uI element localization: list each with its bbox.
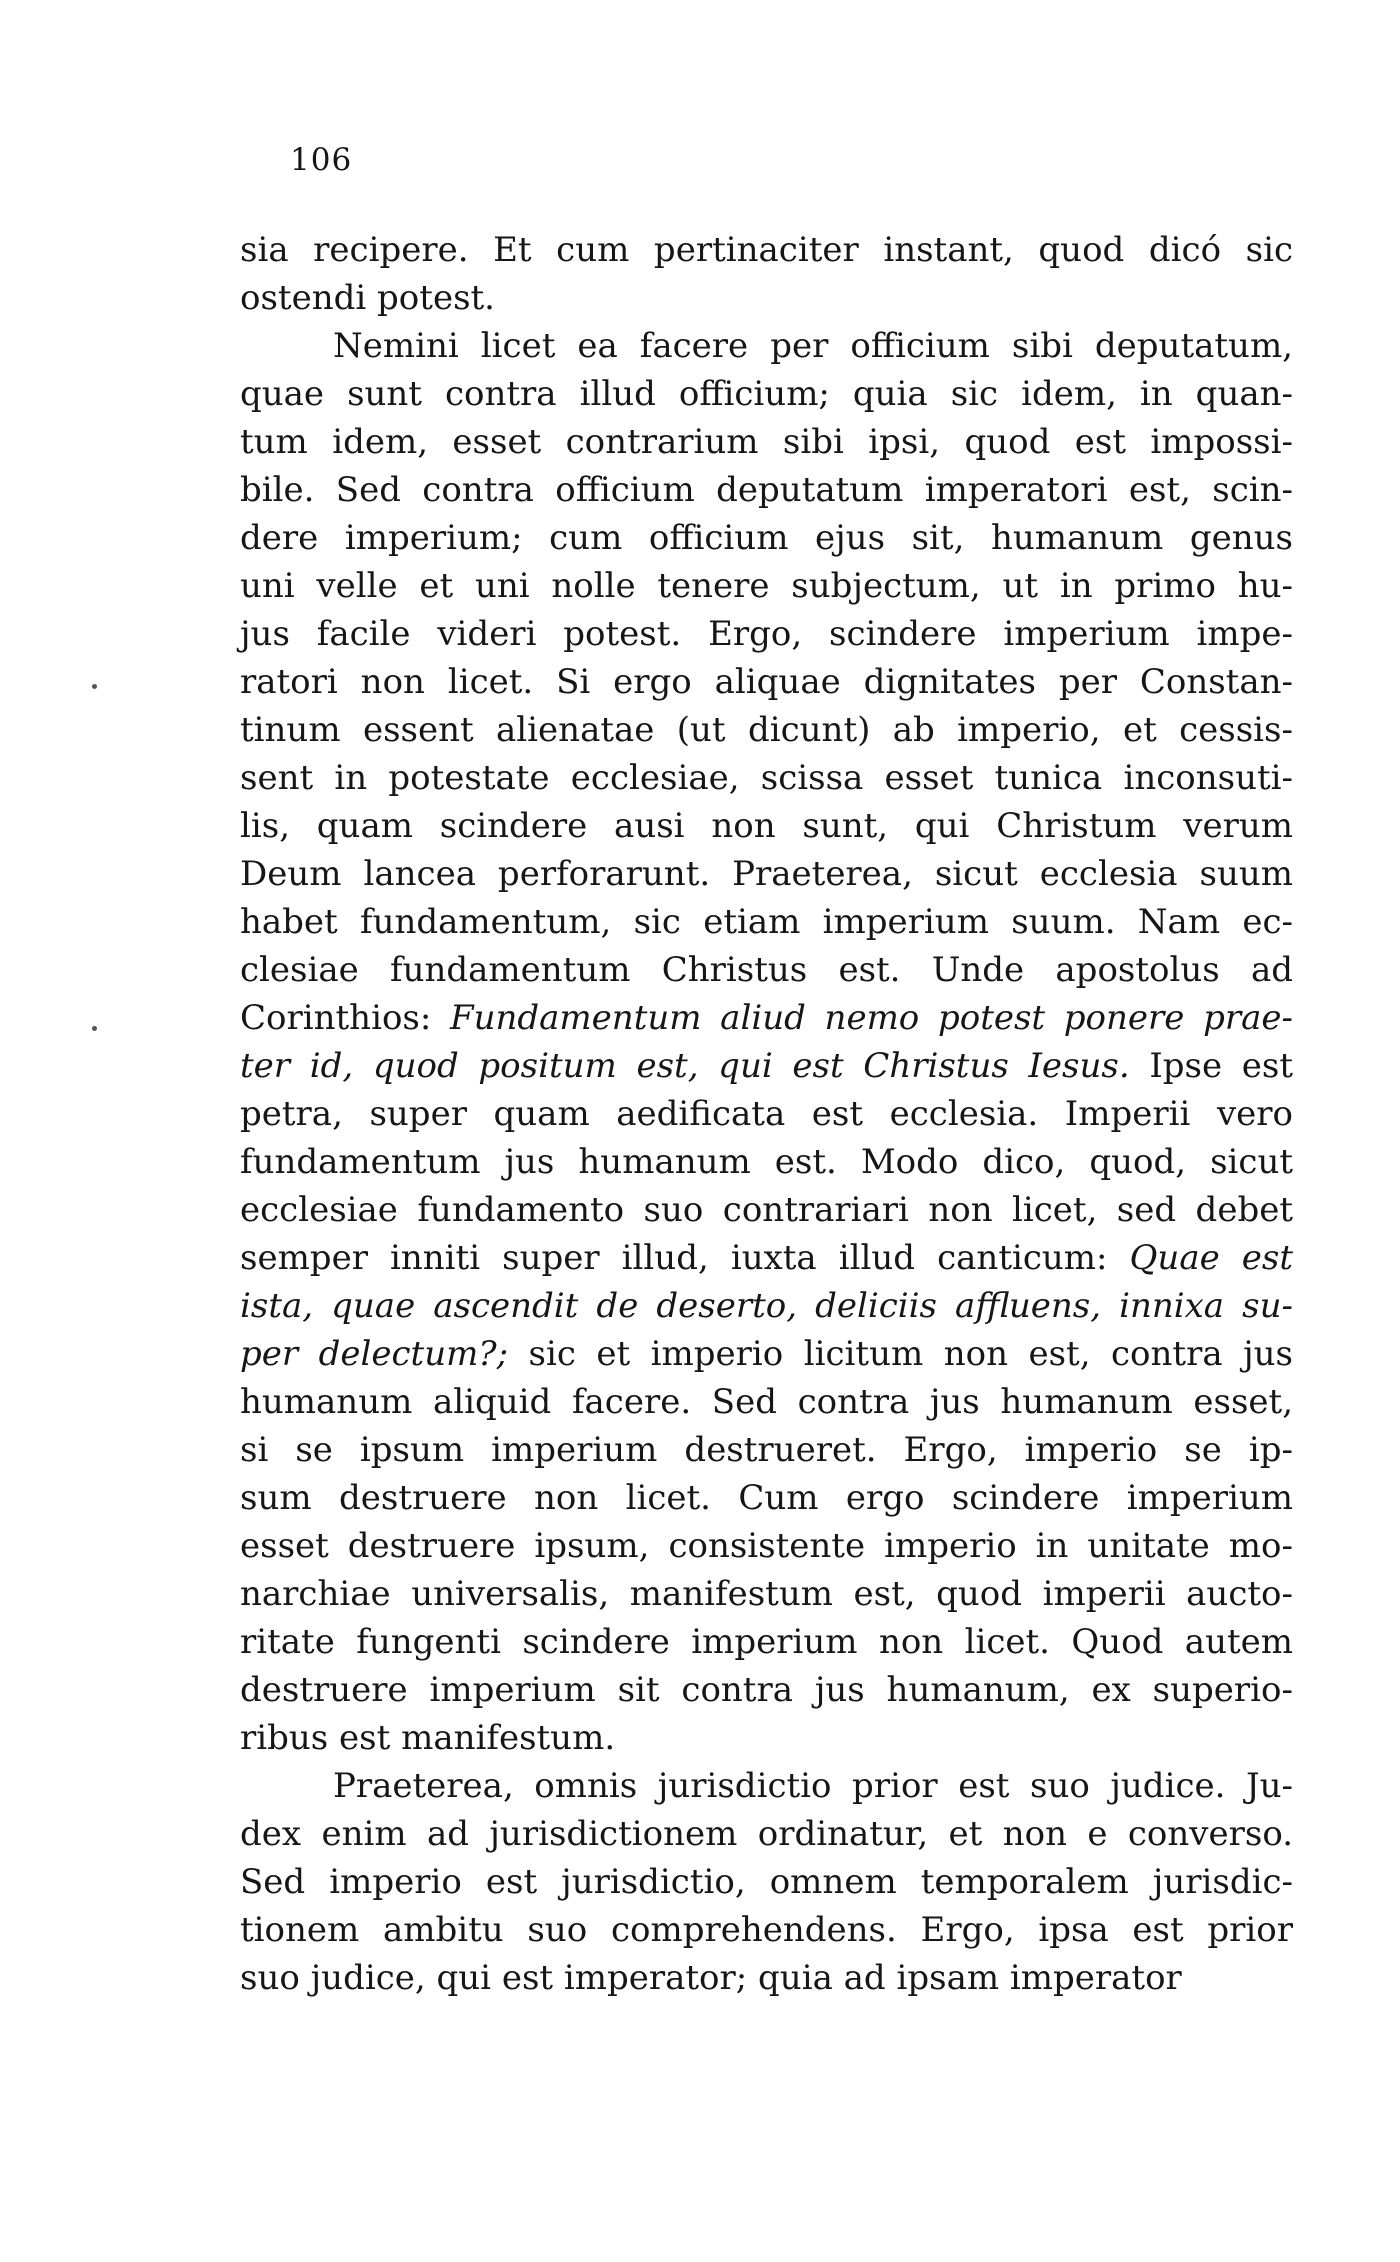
text-run: tinum essent alienatae (ut dicunt) ab imperio, et cessis- <box>240 710 1293 750</box>
text-run: semper inniti super illud, iuxta illud canticum: <box>240 1238 1130 1278</box>
text-line <box>240 754 1293 802</box>
text-line <box>240 898 1293 946</box>
text-run: sia recipere. Et cum pertinaciter instant, quod dicó sic <box>240 230 1293 270</box>
text-run: ecclesiae fundamento suo contrariari non licet, sed debet <box>240 1190 1293 1230</box>
text-run: petra, super quam aedificata est ecclesia. Imperii vero <box>240 1094 1293 1134</box>
italic-quotation: ista, quae ascendit de deserto, deliciis affluens, innixa su- <box>240 1286 1293 1326</box>
text-line <box>240 1906 1293 1954</box>
text-run: dere imperium; cum officium ejus sit, humanum genus <box>240 518 1293 558</box>
text-run: ratori non licet. Si ergo aliquae dignitates per Constan- <box>240 662 1293 702</box>
text-line <box>240 1282 1293 1330</box>
text-run: Ipse est <box>1129 1046 1293 1086</box>
text-line <box>240 610 1293 658</box>
text-run: dex enim ad jurisdictionem ordinatur, et non e converso. <box>240 1814 1293 1854</box>
text-run: tionem ambitu suo comprehendens. Ergo, ipsa est prior <box>240 1910 1293 1950</box>
text-line <box>240 1810 1293 1858</box>
text-line <box>240 1426 1293 1474</box>
text-run: clesiae fundamentum Christus est. Unde apostolus ad <box>240 950 1293 990</box>
text-line <box>240 1666 1293 1714</box>
text-line <box>240 1042 1293 1090</box>
text-run: ritate fungenti scindere imperium non licet. Quod autem <box>240 1622 1293 1662</box>
text-run: sic et imperio licitum non est, contra jus <box>508 1334 1293 1374</box>
text-line <box>240 1954 1293 2002</box>
text-run: Corinthios: <box>240 998 451 1038</box>
margin-dot-mark <box>92 684 97 689</box>
text-line <box>240 1378 1293 1426</box>
italic-quotation: Fundamentum aliud nemo potest ponere prae- <box>450 998 1293 1038</box>
text-run: jus facile videri potest. Ergo, scindere imperium impe- <box>240 614 1293 654</box>
text-run: esset destruere ipsum, consistente imperio in unitate mo- <box>240 1526 1293 1566</box>
text-run: uni velle et uni nolle tenere subjectum, ut in primo hu- <box>240 566 1293 606</box>
text-line <box>240 418 1293 466</box>
text-line <box>240 514 1293 562</box>
text-line <box>240 850 1293 898</box>
text-line <box>240 274 1293 322</box>
text-line <box>240 946 1293 994</box>
text-line <box>240 1090 1293 1138</box>
text-line <box>240 1330 1293 1378</box>
text-run: sum destruere non licet. Cum ergo scindere imperium <box>240 1478 1293 1518</box>
text-run: Sed imperio est jurisdictio, omnem temporalem jurisdic- <box>240 1862 1293 1902</box>
page-number: 106 <box>290 142 353 178</box>
text-line <box>240 466 1293 514</box>
italic-quotation: per delectum?; <box>240 1334 509 1374</box>
text-run: tum idem, esset contrarium sibi ipsi, quod est impossi- <box>240 422 1293 462</box>
text-line <box>240 802 1293 850</box>
text-line <box>240 1570 1293 1618</box>
text-line <box>240 658 1293 706</box>
margin-dot-mark <box>92 1026 97 1031</box>
text-line <box>240 1522 1293 1570</box>
text-line <box>240 1138 1293 1186</box>
text-run: Praeterea, omnis jurisdictio prior est suo judice. Ju- <box>333 1766 1293 1806</box>
text-run: Deum lancea perforarunt. Praeterea, sicut ecclesia suum <box>240 854 1293 894</box>
text-line <box>240 322 1293 370</box>
text-run: quae sunt contra illud officium; quia sic idem, in quan- <box>240 374 1293 414</box>
text-line <box>240 1234 1293 1282</box>
italic-quotation: Quae est <box>1129 1238 1293 1278</box>
text-line <box>240 1858 1293 1906</box>
text-line <box>240 994 1293 1042</box>
text-run: destruere imperium sit contra jus humanum, ex superio- <box>240 1670 1293 1710</box>
text-run: Nemini licet ea facere per officium sibi deputatum, <box>333 326 1293 366</box>
text-line <box>240 1474 1293 1522</box>
italic-quotation: ter id, quod positum est, qui est Christus Iesus. <box>240 1046 1130 1086</box>
text-line <box>240 226 1293 274</box>
body-text <box>240 226 1293 2002</box>
text-run: bile. Sed contra officium deputatum imperatori est, scin- <box>240 470 1293 510</box>
text-run: fundamentum jus humanum est. Modo dico, quod, sicut <box>240 1142 1293 1182</box>
text-run: si se ipsum imperium destrueret. Ergo, imperio se ip- <box>240 1430 1293 1470</box>
text-run: narchiae universalis, manifestum est, quod imperii aucto- <box>240 1574 1293 1614</box>
text-line <box>240 1618 1293 1666</box>
text-line <box>240 706 1293 754</box>
text-line <box>240 1762 1293 1810</box>
text-run: suo judice, qui est imperator; quia ad ipsam imperator <box>240 1958 1182 1998</box>
text-run: ostendi potest. <box>240 278 495 318</box>
text-run: ribus est manifestum. <box>240 1718 616 1758</box>
text-run: habet fundamentum, sic etiam imperium suum. Nam ec- <box>240 902 1293 942</box>
text-run: lis, quam scindere ausi non sunt, qui Christum verum <box>240 806 1293 846</box>
text-line <box>240 370 1293 418</box>
text-line <box>240 562 1293 610</box>
text-line <box>240 1186 1293 1234</box>
text-run: sent in potestate ecclesiae, scissa esset tunica inconsuti- <box>240 758 1293 798</box>
text-run: humanum aliquid facere. Sed contra jus humanum esset, <box>240 1382 1293 1422</box>
text-line <box>240 1714 1293 1762</box>
